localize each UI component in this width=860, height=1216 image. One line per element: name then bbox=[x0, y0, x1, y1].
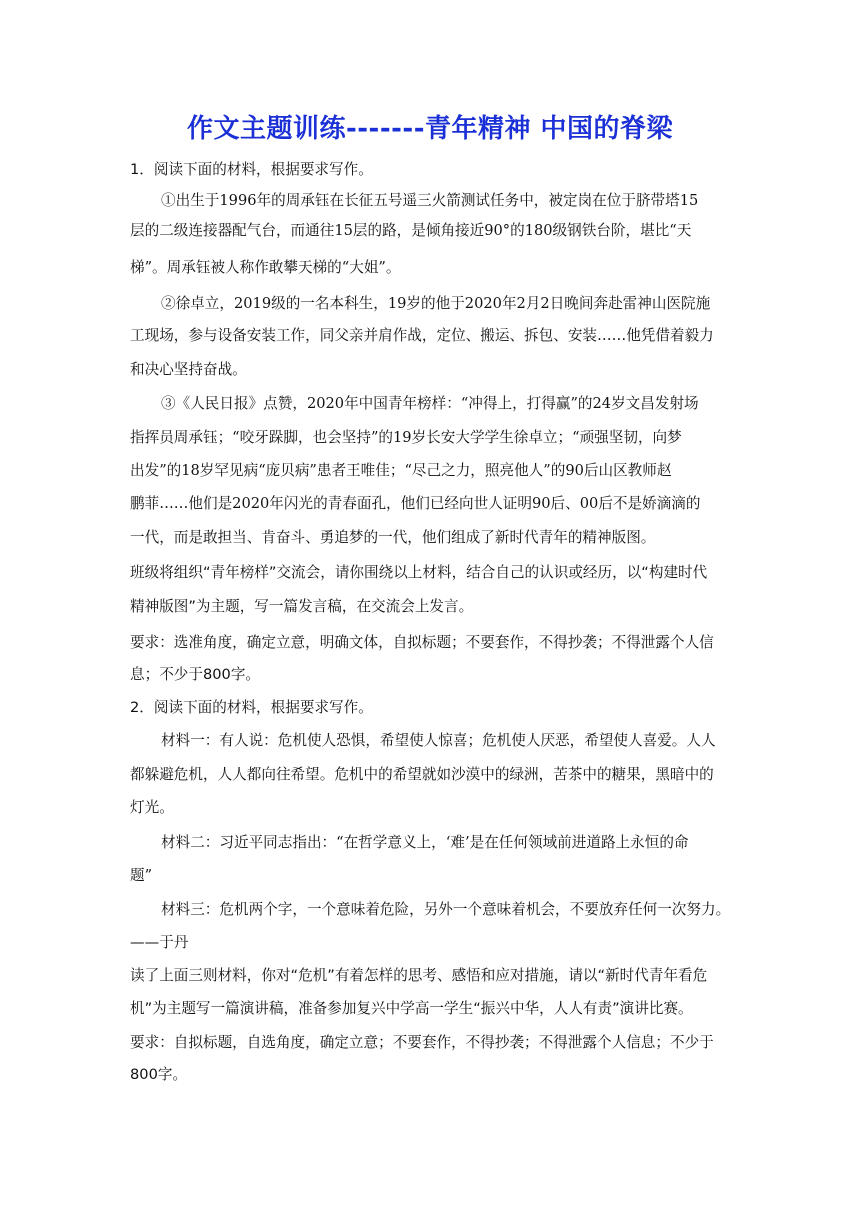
material-c-attribution: ——于丹 bbox=[130, 934, 189, 951]
material-1-line-2: 层的二级连接器配气台，而通往15层的路，是倾角接近90°的180级钢铁台阶，堪比“天 bbox=[130, 222, 692, 239]
material-b-line-1: 材料二：习近平同志指出：“在哲学意义上，‘难’是在任何领域前进道路上永恒的命 bbox=[161, 834, 689, 851]
material-a-line-2: 都躲避危机，人人都向往希望。危机中的希望就如沙漠中的绿洲，苦茶中的糖果，黑暗中的 bbox=[130, 766, 714, 783]
material-3-line-2: 指挥员周承钰；“咬牙跺脚，也会坚持”的19岁长安大学学生徐卓立；“顽强坚韧，向梦 bbox=[130, 429, 682, 446]
requirements-2-line-1: 要求：自拟标题，自选角度，确定立意；不要套作，不得抄袭；不得泄露个人信息；不少于 bbox=[130, 1034, 714, 1051]
task-1-line-2: 精神版图”为主题，写一篇发言稿，在交流会上发言。 bbox=[130, 598, 474, 615]
material-2-line-3: 和决心坚持奋战。 bbox=[130, 361, 247, 378]
requirements-1-line-1: 要求：选准角度，确定立意，明确文体，自拟标题；不要套作，不得抄袭；不得泄露个人信 bbox=[130, 634, 714, 651]
material-3-line-1: ③《人民日报》点赞，2020年中国青年榜样：“冲得上，打得赢”的24岁文昌发射场 bbox=[161, 395, 699, 412]
material-3-line-5: 一代，而是敢担当、肯奋斗、勇追梦的一代，他们组成了新时代青年的精神版图。 bbox=[130, 529, 656, 546]
material-1-line-1: ①出生于1996年的周承钰在长征五号遥三火箭测试任务中，被定岗在位于脐带塔15 bbox=[161, 192, 699, 209]
material-3-line-4: 鹏菲……他们是2020年闪光的青春面孔，他们已经向世人证明90后、00后不是娇滴滴的 bbox=[130, 495, 701, 512]
requirements-1-line-2: 息；不少于800字。 bbox=[130, 666, 261, 683]
material-a-line-1: 材料一：有人说：危机使人恐惧，希望使人惊喜；危机使人厌恶，希望使人喜爱。人人 bbox=[161, 732, 716, 749]
requirements-2-line-2: 800字。 bbox=[130, 1066, 188, 1083]
material-a-line-3: 灯光。 bbox=[130, 799, 174, 816]
material-1-line-3: 梯”。周承钰被人称作敢攀天梯的“大姐”。 bbox=[130, 259, 401, 276]
material-b-line-2: 题” bbox=[130, 867, 153, 884]
question-1-heading: 1．阅读下面的材料，根据要求写作。 bbox=[130, 161, 373, 178]
material-3-line-3: 出发”的18岁罕见病“庞贝病”患者王唯佳；“尽己之力，照亮他人”的90后山区教师赵 bbox=[130, 462, 672, 479]
material-2-line-1: ②徐卓立，2019级的一名本科生，19岁的他于2020年2月2日晚间奔赴雷神山医院施 bbox=[161, 295, 711, 312]
material-2-line-2: 工现场，参与设备安装工作，同父亲并肩作战，定位、搬运、拆包、安装……他凭借着毅力 bbox=[130, 327, 714, 344]
task-2-line-2: 机”为主题写一篇演讲稿，准备参加复兴中学高一学生“振兴中华，人人有责”演讲比赛。 bbox=[130, 1000, 693, 1017]
document-title: 作文主题训练-------青年精神 中国的脊梁 bbox=[186, 114, 674, 144]
task-2-line-1: 读了上面三则材料，你对“危机”有着怎样的思考、感悟和应对措施，请以“新时代青年看危 bbox=[130, 967, 708, 984]
question-2-heading: 2．阅读下面的材料，根据要求写作。 bbox=[130, 699, 373, 716]
task-1-line-1: 班级将组织“青年榜样”交流会，请你围绕以上材料，结合自己的认识或经历，以“构建时代 bbox=[130, 564, 708, 581]
material-c-line-1: 材料三：危机两个字，一个意味着危险，另外一个意味着机会，不要放弃任何一次努力。 bbox=[161, 901, 731, 918]
